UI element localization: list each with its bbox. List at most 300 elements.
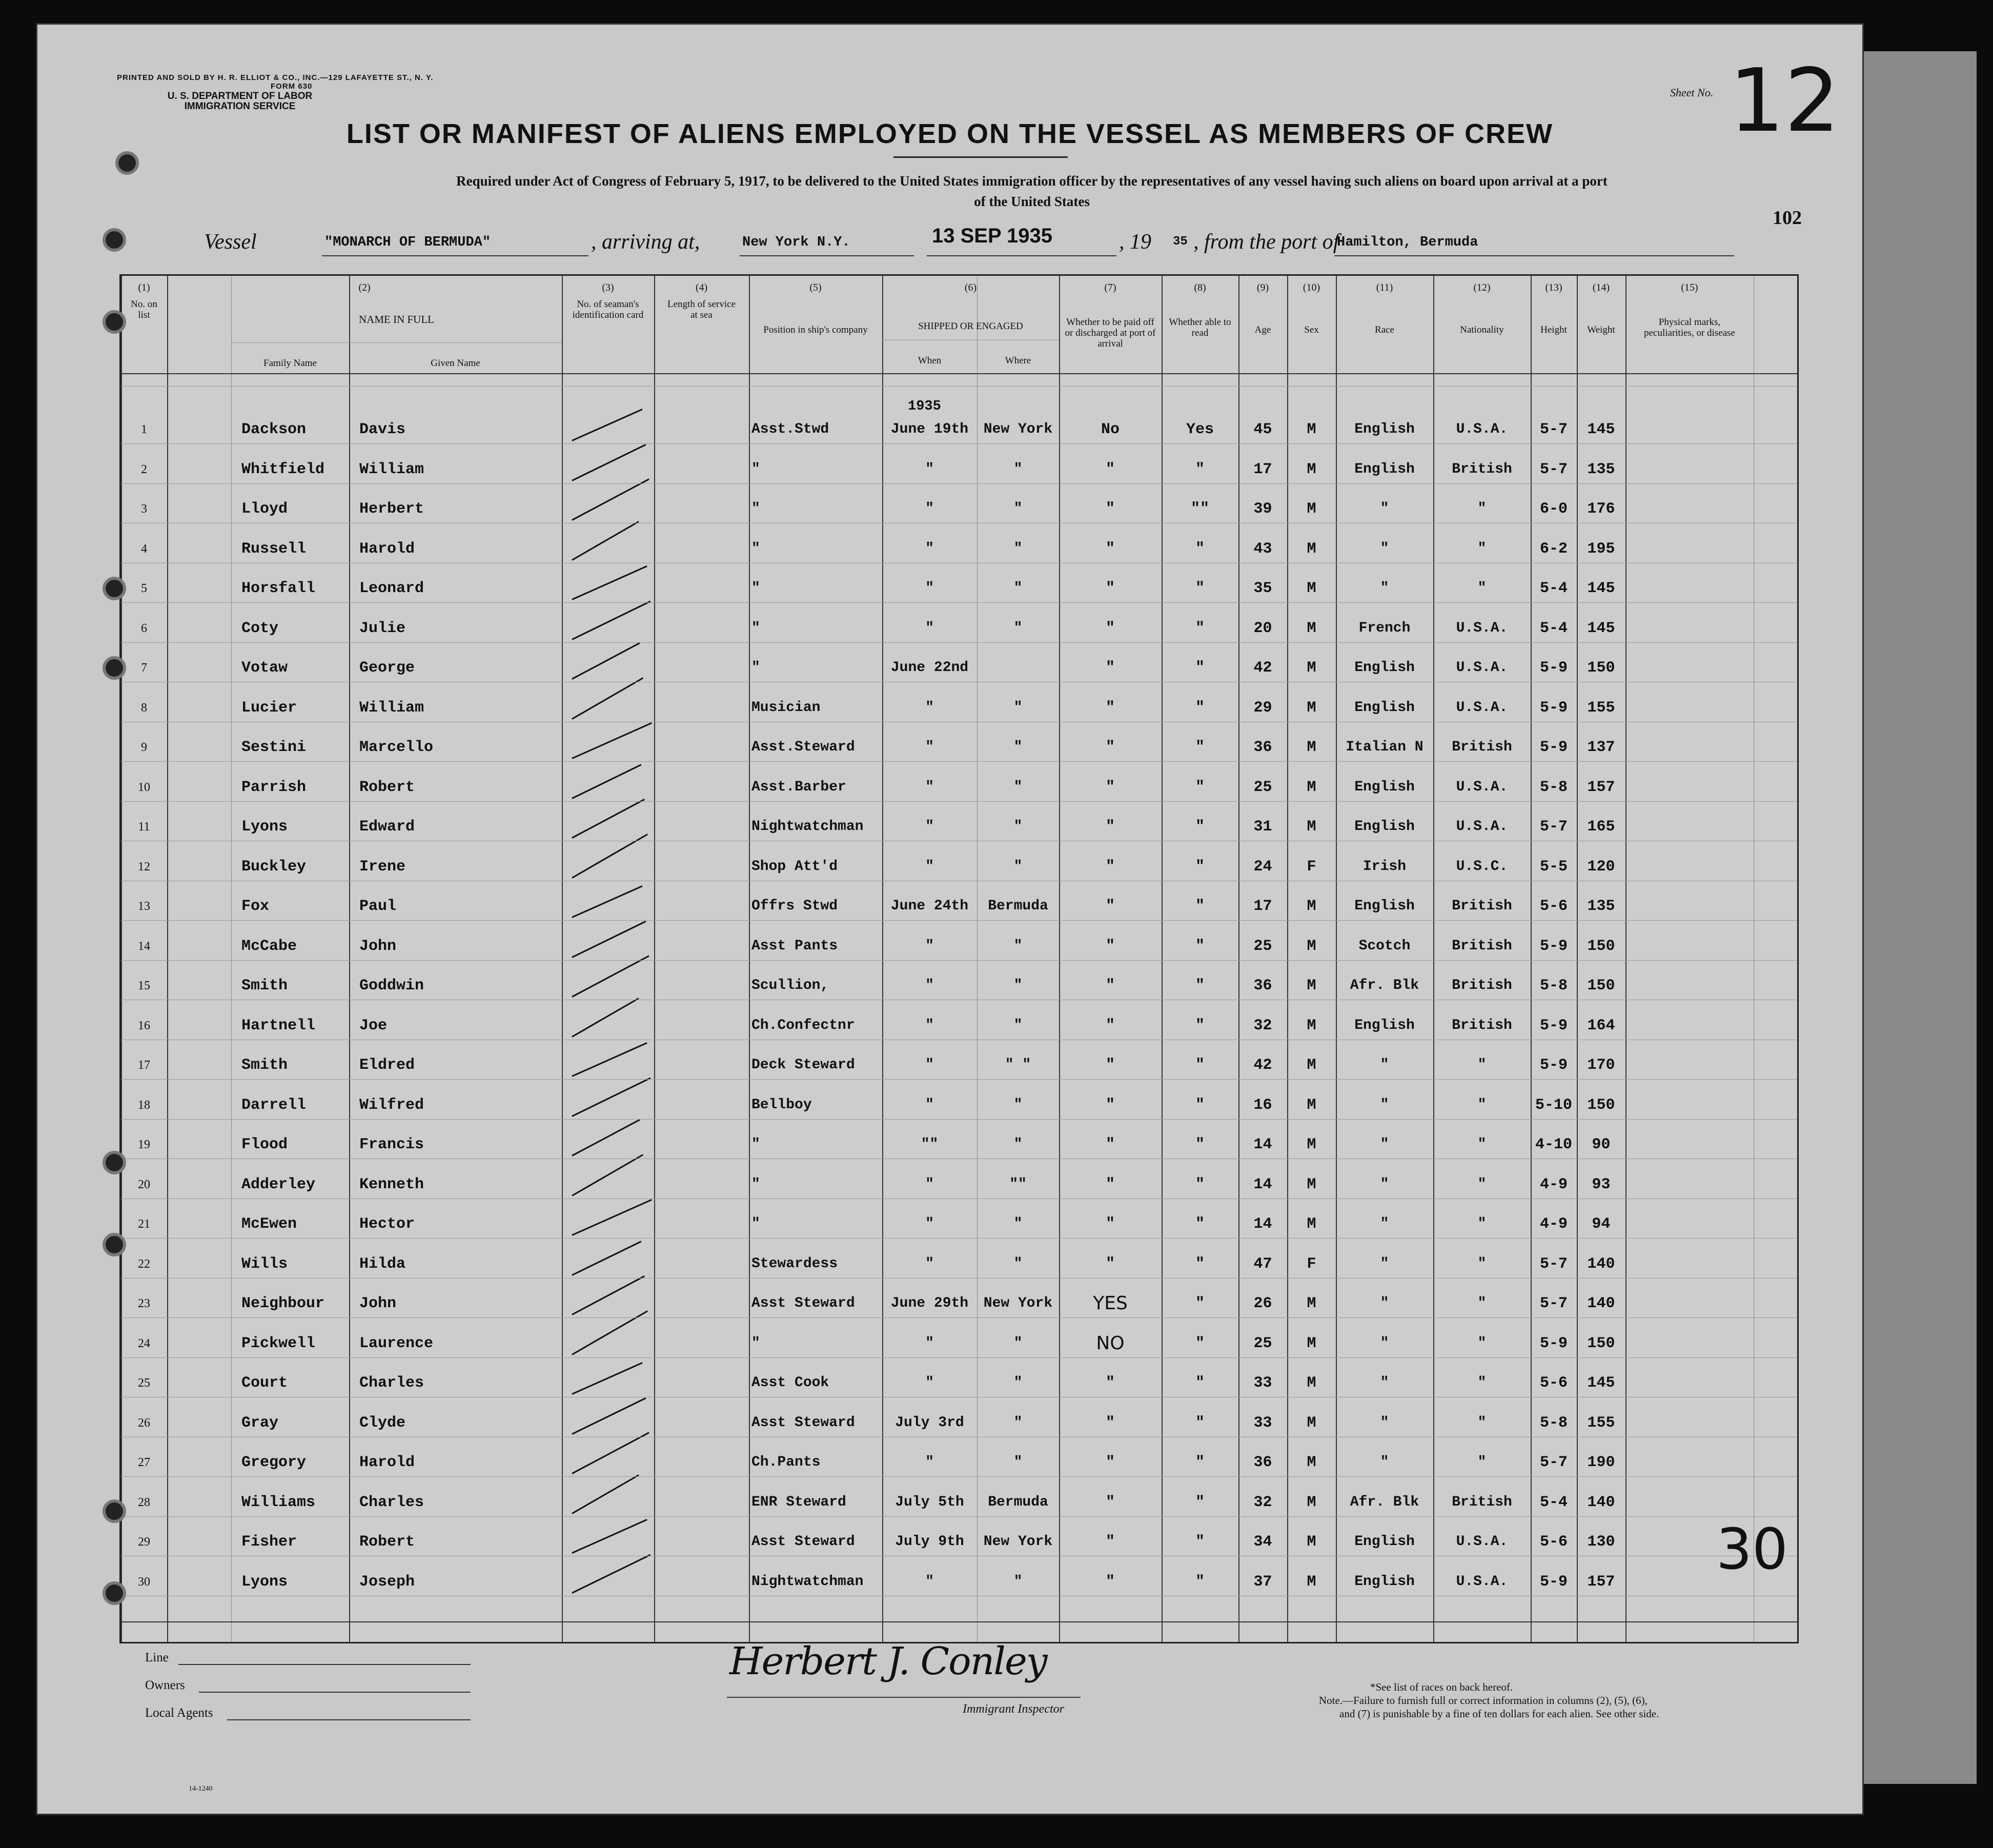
- cell-race: ": [1380, 1096, 1389, 1113]
- row-divider: [121, 1317, 1797, 1318]
- cell-when: ": [925, 461, 934, 477]
- cell-paid: ": [1105, 977, 1115, 994]
- cell-race: Afr. Blk: [1350, 978, 1419, 993]
- cell-where: ": [1013, 580, 1023, 596]
- cell-no: 22: [138, 1257, 150, 1271]
- cell-position: Musician: [751, 699, 821, 716]
- cell-read: ": [1195, 1334, 1205, 1352]
- col-family-name: Family Name: [263, 358, 317, 369]
- cell-read: ": [1195, 818, 1205, 836]
- row-divider: [121, 642, 1797, 643]
- cell-age: 14: [1253, 1175, 1272, 1193]
- cell-age: 14: [1253, 1215, 1272, 1233]
- cell-age: 32: [1253, 1493, 1272, 1511]
- cell-race: ": [1380, 1136, 1389, 1152]
- cell-sex: M: [1307, 421, 1316, 438]
- printer-line: PRINTED AND SOLD BY H. R. ELLIOT & CO., INC.—129 LAFAYETTE ST., N. Y. FORM 630: [117, 73, 434, 91]
- col-race: Race: [1375, 324, 1394, 335]
- manifest-table: (1) (2) (3) (4) (5) (6) (7) (8) (9) (10) (11) (12) (13) (14) (15) No. on list NAME IN FULL Family Name Given Name No. of seaman's identification card Length of service at sea Position in ship's company SHIPPED OR ENGAGED When Where Whether to be paid off or discharged at port of arrival Whether able to read Age Sex Race Nationality Height Weight Physical marks, peculiarities, or disease 1935 1 Dackson Davis Asst.Stwd June 19th New York No Yes 45 M English U.S.A. 5-7 145 2 Whitfield William " " " " " 17 M English British 5-7 135 3 Lloyd Herbert " " " " "" 39 M " " 6-0 176 4 Russell Harold " " " " " 43 M " " 6-2 195 5 Horsfall Leonard " " " " " 35 M " " 5-4 145 6 Coty Julie " " " " " 20 M French U.S.A. 5-4 145 7 Votaw George " June 22nd " " 42 M English U.S.A. 5-9 150 8 Lucier William Musician " " " " 29 M English U.S.A. 5-9 155 9 Sestini Marcello Asst.Steward " " " " 36 M Italian N British 5-9 137 10 Parrish Robert Asst.Barber " " " " 25 M English U.S.A. 5-8 157 11 Lyons Edward Nightwatchman " " " " 31 M English U.S.A. 5-7 165 12 Buckley Irene Shop Att'd " " " " 24 F Irish U.S.C. 5-5 120 13 Fox Paul Offrs Stwd June 24th Bermuda " " 17 M English British 5-6 135 14 McCabe John Asst Pants " " " " 25 M Scotch British 5-9 150 15 Smith Goddwin Scullion, " " " " 36 M Afr. Blk British 5-8 150 16 Hartnell Joe Ch.Confectnr " " " " 32 M English British 5-9 164 17 Smith Eldred Deck Steward " " " " " 42 M " " 5-9 170 18 Darrell Wilfred Bellboy " " " " 16 M " " 5-10 150 19 Flood Francis " "" " " " 14 M " " 4-10 90 20 Adderley Kenneth " " "" " " 14 M " " 4-9 93 21 McEwen Hector " " " " " 14 M " " 4-9 94 22 Wills Hilda Stewardess " " " " 47 F " " 5-7 140 23 Neighbour John Asst Steward June 29th New York YES " 26 M " " 5-7 140 24 Pickwell Laurence " " " NO " 25 M " " 5-9 150 25 Court Charles Asst Cook " " " " 33 M " " 5-6 145 26 Gray Clyde Asst Steward July 3rd " " " 33 M " " 5-8 155 27 Gregory Harold Ch.Pants " " " " 36 M " " 5-7 190 28 Williams Charles ENR Steward July 5th Bermuda " " 32 M Afr. Blk British 5-4 140 29 Fisher Robert Asst Steward July 9th New York " " 34 M English U.S.A. 5-6 130 30 Lyons Joseph Nightwatchman " " " " 37 M English U.S.A. 5-9 157: [119, 274, 1799, 1643]
- year-label: , 19: [1119, 230, 1151, 254]
- cell-family: Hartnell: [241, 1017, 316, 1034]
- cell-where: ": [1013, 1335, 1023, 1351]
- cell-paid: ": [1105, 818, 1115, 836]
- cell-sex: M: [1307, 1136, 1316, 1153]
- cell-age: 16: [1253, 1096, 1272, 1114]
- inspector-label: Immigrant Inspector: [963, 1702, 1064, 1716]
- cell-read: ": [1195, 1295, 1205, 1312]
- cell-race: Scotch: [1358, 938, 1411, 954]
- cell-family: Coty: [241, 619, 279, 637]
- cell-sex: M: [1307, 1175, 1316, 1193]
- cell-position: Asst.Stwd: [751, 421, 829, 437]
- cell-paid: ": [1105, 739, 1115, 756]
- cell-given: William: [359, 699, 424, 717]
- cell-nat: U.S.A.: [1456, 660, 1508, 676]
- local-agents-label: Local Agents: [145, 1706, 213, 1720]
- id-card-mark: [572, 478, 649, 520]
- cell-race: ": [1380, 1375, 1389, 1391]
- cell-sex: M: [1307, 500, 1316, 518]
- cell-age: 17: [1253, 460, 1272, 478]
- cell-position: Nightwatchman: [751, 819, 864, 835]
- id-card-mark: [572, 1519, 647, 1554]
- cell-nat: U.S.A.: [1456, 1573, 1508, 1590]
- cell-family: Lloyd: [241, 500, 288, 518]
- cell-weight: 164: [1587, 1017, 1615, 1034]
- cell-race: ": [1380, 1057, 1389, 1073]
- cell-position: ": [751, 1176, 760, 1192]
- cell-read: ": [1195, 739, 1205, 756]
- cell-position: ": [751, 1216, 760, 1232]
- cell-family: Court: [241, 1374, 288, 1392]
- cell-family: Sestini: [241, 739, 307, 756]
- cell-race: English: [1354, 819, 1415, 835]
- id-card-mark: [572, 1474, 639, 1514]
- cell-nat: ": [1477, 1096, 1487, 1113]
- from-underline: [1334, 255, 1734, 256]
- col-nationality: Nationality: [1460, 324, 1504, 335]
- col-weight: Weight: [1587, 324, 1615, 335]
- cell-age: 47: [1253, 1255, 1272, 1273]
- cell-family: Adderley: [241, 1175, 316, 1193]
- cell-weight: 145: [1587, 1374, 1615, 1392]
- cell-sex: M: [1307, 1533, 1316, 1551]
- cell-family: Lyons: [241, 818, 288, 836]
- id-card-mark: [572, 1362, 642, 1395]
- cell-age: 36: [1253, 1454, 1272, 1471]
- cell-where: Bermuda: [988, 898, 1048, 914]
- cell-when: ": [925, 1454, 934, 1470]
- cell-nat: ": [1477, 1414, 1487, 1431]
- cell-race: English: [1354, 1573, 1415, 1590]
- id-card-mark: [572, 642, 640, 680]
- cell-height: 4-9: [1539, 1215, 1568, 1233]
- cell-race: ": [1380, 1454, 1389, 1470]
- cell-position: Scullion,: [751, 978, 829, 993]
- cell-where: "": [1009, 1176, 1027, 1192]
- cell-position: ": [751, 620, 760, 636]
- cell-weight: 155: [1587, 699, 1615, 717]
- cell-family: Smith: [241, 1057, 288, 1074]
- cell-sex: M: [1307, 1295, 1316, 1312]
- cell-paid: ": [1105, 1255, 1115, 1273]
- cell-race: ": [1380, 580, 1389, 596]
- id-card-mark: [572, 1397, 646, 1435]
- cell-nat: U.S.A.: [1456, 421, 1508, 437]
- cell-weight: 150: [1587, 1096, 1615, 1114]
- cell-family: Parrish: [241, 778, 307, 796]
- cell-when: ": [925, 819, 934, 835]
- cell-paid: ": [1105, 1414, 1115, 1432]
- cell-sex: M: [1307, 540, 1316, 558]
- cell-age: 32: [1253, 1017, 1272, 1034]
- binder-hole: [103, 310, 126, 334]
- cell-height: 5-9: [1539, 1017, 1568, 1034]
- cell-family: Fisher: [241, 1533, 297, 1551]
- cell-where: ": [1013, 620, 1023, 636]
- cell-where: ": [1013, 938, 1023, 954]
- cell-given: Harold: [359, 1454, 415, 1471]
- vessel-underline: [322, 255, 588, 256]
- owners-label: Owners: [145, 1678, 185, 1692]
- cell-given: Francis: [359, 1136, 424, 1153]
- cell-read: ": [1195, 1136, 1205, 1153]
- cell-family: Pickwell: [241, 1334, 316, 1352]
- cell-paid: NO: [1096, 1332, 1125, 1354]
- cell-no: 27: [138, 1456, 150, 1469]
- cell-where: ": [1013, 1573, 1023, 1590]
- cell-nat: U.S.A.: [1456, 699, 1508, 716]
- cell-family: Buckley: [241, 858, 307, 876]
- id-card-mark: [572, 1310, 648, 1355]
- cell-read: ": [1195, 1215, 1205, 1233]
- title-rule: [893, 156, 1068, 158]
- cell-sex: M: [1307, 1493, 1316, 1511]
- cell-nat: ": [1477, 1295, 1487, 1311]
- cell-position: Ch.Confectnr: [751, 1017, 855, 1033]
- cell-when: ": [925, 978, 934, 993]
- cell-paid: ": [1105, 1096, 1115, 1114]
- cell-given: Robert: [359, 778, 415, 796]
- id-card-mark: [572, 955, 649, 997]
- cell-no: 17: [138, 1059, 150, 1072]
- cell-paid: ": [1105, 1057, 1115, 1074]
- cell-position: ENR Steward: [751, 1494, 846, 1510]
- cell-sex: M: [1307, 699, 1316, 717]
- cell-weight: 94: [1592, 1215, 1611, 1233]
- cell-paid: ": [1105, 580, 1115, 597]
- cell-family: Gray: [241, 1414, 279, 1432]
- cell-weight: 150: [1587, 937, 1615, 955]
- cell-weight: 165: [1587, 818, 1615, 836]
- cell-height: 5-8: [1539, 1414, 1568, 1432]
- cell-nat: British: [1452, 461, 1512, 477]
- cell-read: ": [1195, 659, 1205, 677]
- id-card-mark: [572, 1199, 652, 1236]
- cell-when: ": [925, 540, 934, 557]
- cell-paid: ": [1105, 778, 1115, 796]
- cell-no: 25: [138, 1376, 150, 1390]
- cell-read: ": [1195, 1175, 1205, 1193]
- cell-read: ": [1195, 778, 1205, 796]
- cell-no: 16: [138, 1019, 150, 1032]
- cell-age: 36: [1253, 739, 1272, 756]
- cell-paid: ": [1105, 937, 1115, 955]
- cell-height: 5-9: [1539, 937, 1568, 955]
- cell-when: ": [925, 1176, 934, 1192]
- cell-sex: M: [1307, 460, 1316, 478]
- cell-read: ": [1195, 1374, 1205, 1392]
- inspector-signature: Herbert J. Conley: [729, 1639, 1047, 1683]
- cell-where: ": [1013, 858, 1023, 875]
- arriving-underline: [740, 255, 914, 256]
- from-label: , from the port of: [1193, 230, 1339, 254]
- cell-family: Horsfall: [241, 580, 316, 597]
- cell-given: Irene: [359, 858, 406, 876]
- manifest-sheet: [36, 23, 1864, 1815]
- cell-when: ": [925, 1216, 934, 1232]
- cell-weight: 93: [1592, 1175, 1611, 1193]
- cell-no: 20: [138, 1177, 150, 1191]
- cell-position: ": [751, 461, 760, 477]
- cell-where: ": [1013, 1216, 1023, 1232]
- row-divider: [121, 1516, 1797, 1517]
- cell-nat: ": [1477, 1255, 1487, 1272]
- date-underline: [927, 255, 1116, 256]
- cell-sex: M: [1307, 1573, 1316, 1591]
- id-card-mark: [572, 885, 642, 918]
- cell-family: Williams: [241, 1493, 316, 1511]
- cell-given: Joe: [359, 1017, 388, 1034]
- cell-age: 35: [1253, 580, 1272, 597]
- cell-race: English: [1354, 779, 1415, 795]
- cell-when: June 19th: [890, 421, 969, 437]
- cell-read: ": [1195, 699, 1205, 717]
- cell-race: English: [1354, 1017, 1415, 1033]
- cell-height: 5-6: [1539, 898, 1568, 915]
- cell-height: 5-4: [1539, 619, 1568, 637]
- cell-paid: ": [1105, 1374, 1115, 1392]
- cell-nat: U.S.C.: [1456, 858, 1508, 875]
- cell-race: ": [1380, 501, 1389, 517]
- cell-family: Whitfield: [241, 460, 325, 478]
- cell-sex: M: [1307, 659, 1316, 677]
- id-card-mark: [572, 764, 641, 799]
- cell-race: English: [1354, 1534, 1415, 1550]
- department-block: U. S. DEPARTMENT OF LABOR IMMIGRATION SERVICE: [167, 91, 313, 112]
- id-card-mark: [572, 998, 639, 1038]
- footer-notes: *See list of races on back hereof. Note.—Failure to furnish full or correct information in columns (2), (5), (6), and (7) is punishable by a fine of ten dollars for each alien. See other side.: [1319, 1681, 1659, 1720]
- cell-age: 43: [1253, 540, 1272, 558]
- cell-race: English: [1354, 461, 1415, 477]
- cell-family: Lucier: [241, 699, 297, 717]
- cell-age: 25: [1253, 937, 1272, 955]
- cell-no: 11: [138, 820, 150, 834]
- cell-nat: ": [1477, 1454, 1487, 1470]
- cell-age: 29: [1253, 699, 1272, 717]
- cell-position: ": [751, 1136, 760, 1152]
- row-divider: [121, 1476, 1797, 1477]
- date-stamp: 13 SEP 1935: [932, 225, 1053, 247]
- cell-weight: 140: [1587, 1493, 1615, 1511]
- cell-paid: ": [1105, 1215, 1115, 1233]
- cell-read: ": [1195, 977, 1205, 994]
- cell-weight: 135: [1587, 460, 1615, 478]
- cell-height: 5-5: [1539, 858, 1568, 876]
- cell-nat: British: [1452, 978, 1512, 993]
- cell-paid: ": [1105, 460, 1115, 478]
- cell-family: Neighbour: [241, 1295, 325, 1312]
- id-card-mark: [572, 565, 647, 600]
- cell-nat: U.S.A.: [1456, 779, 1508, 795]
- cell-age: 42: [1253, 1057, 1272, 1074]
- id-card-mark: [572, 677, 643, 720]
- cell-where: ": [1013, 461, 1023, 477]
- cell-family: Smith: [241, 977, 288, 994]
- binder-hole: [103, 656, 126, 680]
- col-where: Where: [1005, 355, 1031, 366]
- cell-family: Dackson: [241, 421, 307, 438]
- cell-given: Marcello: [359, 739, 434, 756]
- cell-paid: ": [1105, 1175, 1115, 1193]
- id-card-mark: [572, 1042, 647, 1077]
- cell-where: ": [1013, 1136, 1023, 1152]
- cell-where: ": [1013, 1017, 1023, 1033]
- cell-weight: 170: [1587, 1057, 1615, 1074]
- cell-height: 5-7: [1539, 818, 1568, 836]
- cell-given: John: [359, 1295, 397, 1312]
- line-label: Line: [145, 1651, 169, 1664]
- cell-paid: ": [1105, 619, 1115, 637]
- cell-when: ": [925, 1096, 934, 1113]
- cell-nat: U.S.A.: [1456, 620, 1508, 636]
- cell-when: July 5th: [895, 1494, 964, 1510]
- cell-when: ": [925, 1573, 934, 1590]
- cell-paid: ": [1105, 898, 1115, 915]
- arriving-label: , arriving at,: [591, 230, 700, 254]
- cell-read: "": [1190, 500, 1209, 518]
- col-when: When: [918, 355, 942, 366]
- cell-given: Eldred: [359, 1057, 415, 1074]
- cell-nat: U.S.A.: [1456, 1534, 1508, 1550]
- cell-position: Asst Cook: [751, 1375, 829, 1391]
- cell-position: ": [751, 540, 760, 557]
- cell-given: Joseph: [359, 1573, 415, 1591]
- vessel-label: Vessel: [204, 230, 257, 254]
- cell-where: ": [1013, 779, 1023, 795]
- cell-when: ": [925, 1375, 934, 1391]
- cell-position: Bellboy: [751, 1096, 812, 1113]
- cell-nat: British: [1452, 1494, 1512, 1510]
- cell-height: 5-9: [1539, 739, 1568, 756]
- row-divider: [121, 801, 1797, 802]
- cell-when: ": [925, 501, 934, 517]
- cell-weight: 140: [1587, 1295, 1615, 1312]
- cell-no: 24: [138, 1336, 150, 1350]
- cell-weight: 145: [1587, 619, 1615, 637]
- binder-hole: [103, 228, 126, 252]
- required-statement: Required under Act of Congress of February 5, 1917, to be delivered to the United States immigration officer by the representatives of any vessel having such aliens on board upon arrival at a port of the United States: [456, 173, 1608, 209]
- cell-paid: ": [1105, 1017, 1115, 1034]
- cell-read: ": [1195, 619, 1205, 637]
- id-card-mark: [572, 921, 646, 958]
- cell-race: English: [1354, 699, 1415, 716]
- cell-nat: ": [1477, 1176, 1487, 1192]
- vessel-name: "MONARCH OF BERMUDA": [324, 235, 491, 250]
- cell-weight: 145: [1587, 421, 1615, 438]
- binder-hole: [103, 577, 126, 600]
- cell-no: 3: [141, 502, 147, 516]
- cell-sex: M: [1307, 898, 1316, 915]
- cell-nat: ": [1477, 501, 1487, 517]
- cell-read: ": [1195, 937, 1205, 955]
- cell-weight: 90: [1592, 1136, 1611, 1153]
- cell-no: 9: [141, 741, 147, 754]
- cell-paid: No: [1101, 421, 1120, 438]
- cell-read: ": [1195, 898, 1205, 915]
- cell-height: 5-8: [1539, 778, 1568, 796]
- cell-family: Wills: [241, 1255, 288, 1273]
- col-shipped: SHIPPED OR ENGAGED: [918, 321, 1023, 332]
- cell-race: ": [1380, 540, 1389, 557]
- cell-height: 4-9: [1539, 1175, 1568, 1193]
- cell-no: 14: [138, 939, 150, 953]
- cell-no: 29: [138, 1535, 150, 1549]
- cell-where: ": [1013, 501, 1023, 517]
- cell-height: 5-7: [1539, 460, 1568, 478]
- cell-where: ": [1013, 1096, 1023, 1113]
- cell-where: ": [1013, 1255, 1023, 1272]
- cell-when: July 9th: [895, 1534, 964, 1550]
- cell-position: Deck Steward: [751, 1057, 855, 1073]
- cell-weight: 145: [1587, 580, 1615, 597]
- cell-read: ": [1195, 858, 1205, 876]
- cell-when: ": [925, 1017, 934, 1033]
- cell-when: ": [925, 858, 934, 875]
- col-length-service: Length of service at sea: [667, 299, 736, 320]
- cell-paid: YES: [1093, 1293, 1128, 1314]
- cell-where: ": [1013, 1375, 1023, 1391]
- id-card-mark: [572, 1077, 650, 1116]
- cell-position: Asst Steward: [751, 1414, 855, 1431]
- cell-sex: M: [1307, 1374, 1316, 1392]
- cell-weight: 150: [1587, 1334, 1615, 1352]
- cell-nat: ": [1477, 580, 1487, 596]
- cell-given: Robert: [359, 1533, 415, 1551]
- cell-when: ": [925, 1255, 934, 1272]
- cell-given: Davis: [359, 421, 406, 438]
- binder-hole: [103, 1151, 126, 1174]
- cell-read: Yes: [1186, 421, 1214, 438]
- cell-given: Herbert: [359, 500, 424, 518]
- cell-nat: ": [1477, 1136, 1487, 1152]
- col-height: Height: [1540, 324, 1567, 335]
- id-card-mark: [572, 1241, 641, 1275]
- cell-given: Edward: [359, 818, 415, 836]
- cell-weight: 130: [1587, 1533, 1615, 1551]
- col-position: Position in ship's company: [763, 324, 868, 335]
- cell-height: 6-0: [1539, 500, 1568, 518]
- cell-where: New York: [983, 421, 1053, 437]
- cell-nat: ": [1477, 540, 1487, 557]
- cell-weight: 190: [1587, 1454, 1615, 1471]
- cell-height: 5-10: [1535, 1096, 1572, 1114]
- cell-read: ": [1195, 1017, 1205, 1034]
- cell-given: Charles: [359, 1493, 424, 1511]
- cell-weight: 157: [1587, 778, 1615, 796]
- cell-height: 5-7: [1539, 1295, 1568, 1312]
- cell-sex: F: [1307, 1255, 1316, 1273]
